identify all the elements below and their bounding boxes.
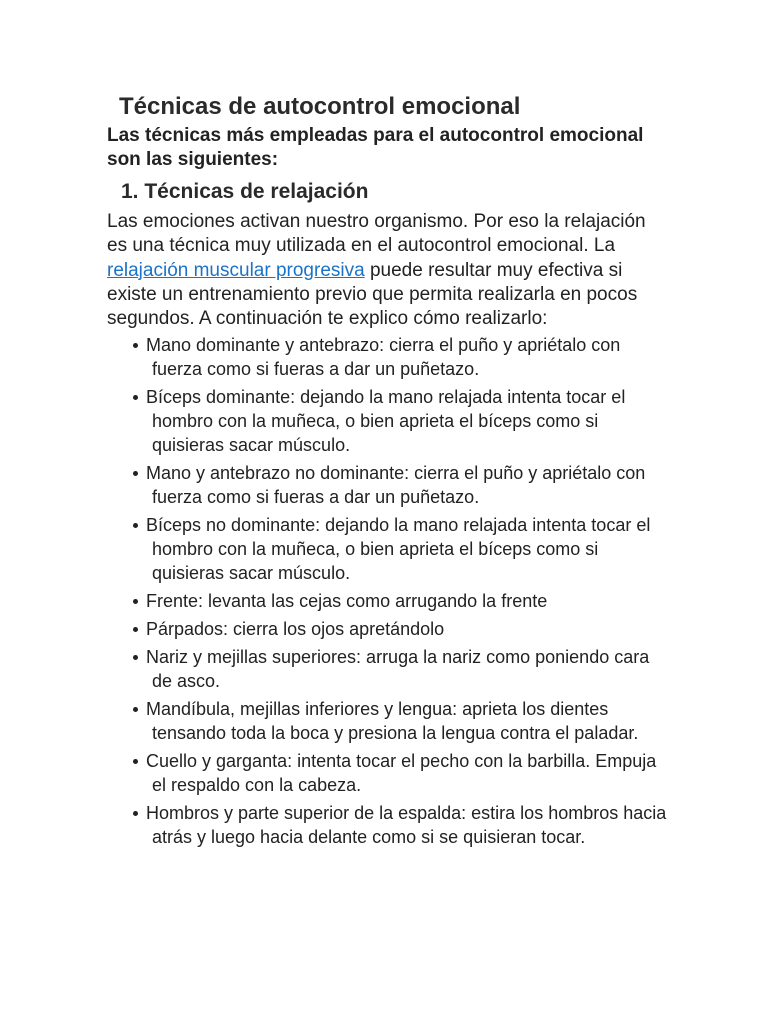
list-item (107, 697, 667, 745)
list-item (107, 749, 667, 797)
page-subtitle: Las técnicas más empleadas para el autocontrol emocional son las siguientes: (107, 125, 644, 170)
bullet-icon (133, 655, 138, 660)
progressive-relaxation-link[interactable]: relajación muscular progresiva (107, 259, 365, 281)
list-item-text: Mano y antebrazo no dominante: cierra el puño y apriétalo con fuerza como si fueras a dar un puñetazo. (146, 463, 646, 508)
list-item-text: Párpados: cierra los ojos apretándolo (146, 619, 445, 640)
paragraph-text-before-link: Las emociones activan nuestro organismo. Por eso la relajación es una técnica muy utilizada en el autocontrol emocional. La (107, 211, 646, 257)
intro-paragraph (107, 210, 667, 331)
list-item (107, 333, 667, 381)
list-item-text: Bíceps no dominante: dejando la mano relajada intenta tocar el hombro con la muñeca, o bien aprieta el bíceps como si quisieras sacar músculo. (146, 515, 651, 584)
paragraph-text-after-link: puede resultar muy efectiva si existe un entrenamiento previo que permita realizarla en pocos segundos. A continuación te explico cómo realizarlo: (107, 259, 638, 330)
list-item-text: Mano dominante y antebrazo: cierra el puño y apriétalo con fuerza como si fueras a dar un puñetazo. (146, 335, 621, 380)
list-item-text: Nariz y mejillas superiores: arruga la nariz como poniendo cara de asco. (146, 647, 650, 692)
list-item (107, 385, 667, 457)
list-item-text: Hombros y parte superior de la espalda: estira los hombros hacia atrás y luego hacia delante como si se quisieran tocar. (146, 803, 667, 848)
bullet-icon (133, 599, 138, 604)
bullet-icon (133, 811, 138, 816)
bullet-icon (133, 395, 138, 400)
list-item-text: Cuello y garganta: intenta tocar el pecho con la barbilla. Empuja el respaldo con la cabeza. (146, 751, 657, 796)
list-item (107, 645, 667, 693)
list-item (107, 513, 667, 585)
page-title: Técnicas de autocontrol emocional (119, 93, 521, 120)
list-item-text: Bíceps dominante: dejando la mano relajada intenta tocar el hombro con la muñeca, o bien aprieta el bíceps como si quisieras sacar músculo. (146, 387, 626, 456)
bullet-icon (133, 471, 138, 476)
bullet-icon (133, 343, 138, 348)
list-item (107, 461, 667, 509)
bullet-icon (133, 627, 138, 632)
section-heading: 1. Técnicas de relajación (121, 180, 369, 203)
bullet-icon (133, 523, 138, 528)
document-page (107, 92, 667, 853)
list-item-text: Mandíbula, mejillas inferiores y lengua: aprieta los dientes tensando toda la boca y presiona la lengua contra el paladar. (146, 699, 639, 744)
bullet-icon (133, 707, 138, 712)
relaxation-steps-list (107, 333, 667, 849)
list-item-text: Frente: levanta las cejas como arrugando la frente (146, 591, 548, 612)
bullet-icon (133, 759, 138, 764)
list-item (107, 801, 667, 849)
list-item (107, 617, 667, 641)
list-item (107, 589, 667, 613)
